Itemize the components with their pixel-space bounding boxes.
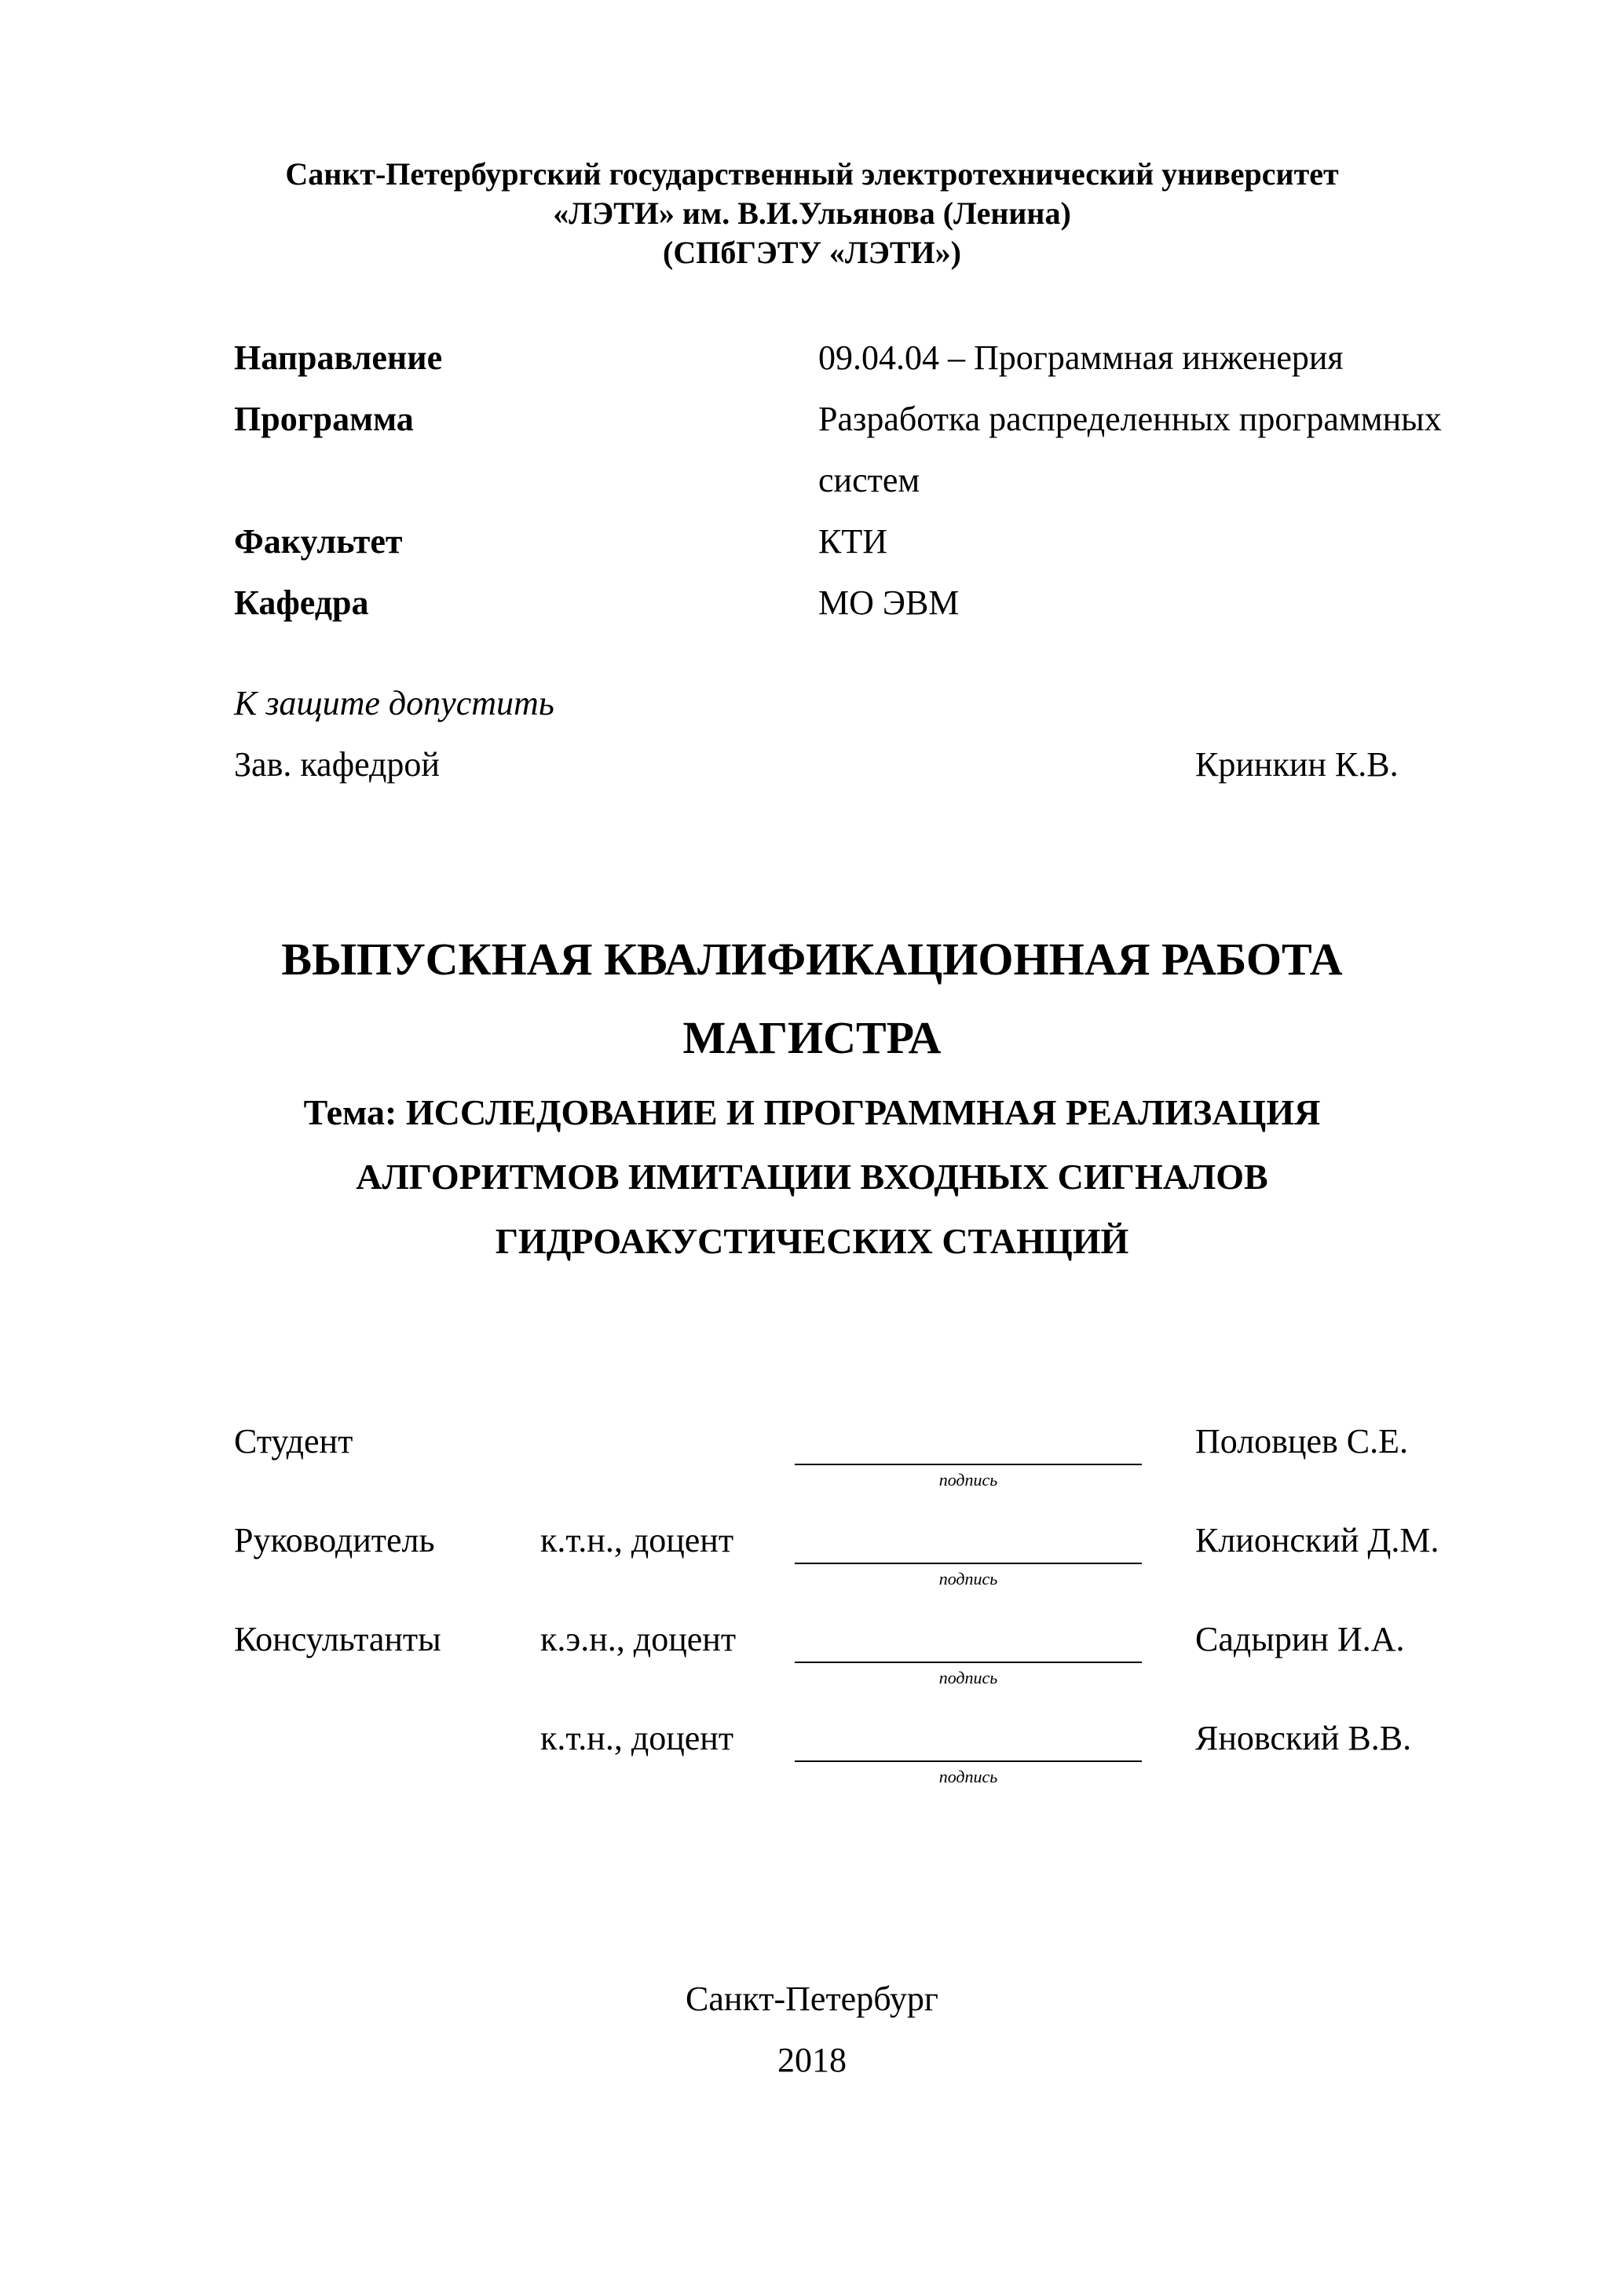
signature-line [795, 1563, 1142, 1564]
signature-role: Руководитель [234, 1521, 435, 1559]
program-value-cont: систем [818, 461, 920, 499]
signature-caption: подпись [938, 1569, 998, 1589]
program-value: Разработка распределенных программных [818, 400, 1442, 438]
faculty-value: КТИ [818, 522, 887, 561]
signature-caption: подпись [938, 1470, 998, 1490]
signature-role: Студент [234, 1422, 353, 1461]
admission-heading: К защите допустить [234, 684, 554, 722]
signature-name: Половцев С.Е. [1195, 1422, 1409, 1461]
signature-name: Садырин И.А. [1195, 1620, 1405, 1658]
signature-degree: к.т.н., доцент [540, 1719, 734, 1757]
footer-city: Санкт-Петербург [686, 1980, 938, 2018]
topic-line3: ГИДРОАКУСТИЧЕСКИХ СТАНЦИЙ [495, 1221, 1129, 1261]
department-label: Кафедра [234, 583, 369, 622]
direction-value: 09.04.04 – Программная инженерия [818, 338, 1344, 377]
head-of-department-label: Зав. кафедрой [234, 745, 440, 784]
signature-name: Яновский В.В. [1195, 1719, 1412, 1757]
department-value: МО ЭВМ [818, 583, 960, 622]
signature-line [795, 1464, 1142, 1465]
footer-year: 2018 [777, 2041, 847, 2079]
direction-label: Направление [234, 338, 443, 377]
program-label: Программа [234, 400, 414, 438]
signature-caption: подпись [938, 1767, 998, 1786]
head-of-department-name: Кринкин К.В. [1195, 745, 1399, 784]
work-title-line2: МАГИСТРА [682, 1012, 942, 1063]
signature-degree: к.э.н., доцент [540, 1620, 737, 1658]
faculty-label: Факультет [234, 522, 403, 561]
signature-degree: к.т.н., доцент [540, 1521, 734, 1559]
signature-line [795, 1662, 1142, 1663]
signature-name: Клионский Д.М. [1195, 1521, 1439, 1559]
university-name-line2: «ЛЭТИ» им. В.И.Ульянова (Ленина) [553, 196, 1071, 231]
signature-role: Консультанты [234, 1620, 441, 1658]
topic-line2: АЛГОРИТМОВ ИМИТАЦИИ ВХОДНЫХ СИГНАЛОВ [356, 1157, 1268, 1197]
signature-line [795, 1760, 1142, 1762]
work-title-line1: ВЫПУСКНАЯ КВАЛИФИКАЦИОННАЯ РАБОТА [281, 934, 1343, 985]
university-name-line1: Санкт-Петербургский государственный электротехнический университет [285, 156, 1339, 192]
topic-line1: Тема: ИССЛЕДОВАНИЕ И ПРОГРАММНАЯ РЕАЛИЗАЦИЯ [303, 1092, 1321, 1132]
signature-caption: подпись [938, 1668, 998, 1687]
university-abbreviation: (СПбГЭТУ «ЛЭТИ») [663, 235, 961, 270]
